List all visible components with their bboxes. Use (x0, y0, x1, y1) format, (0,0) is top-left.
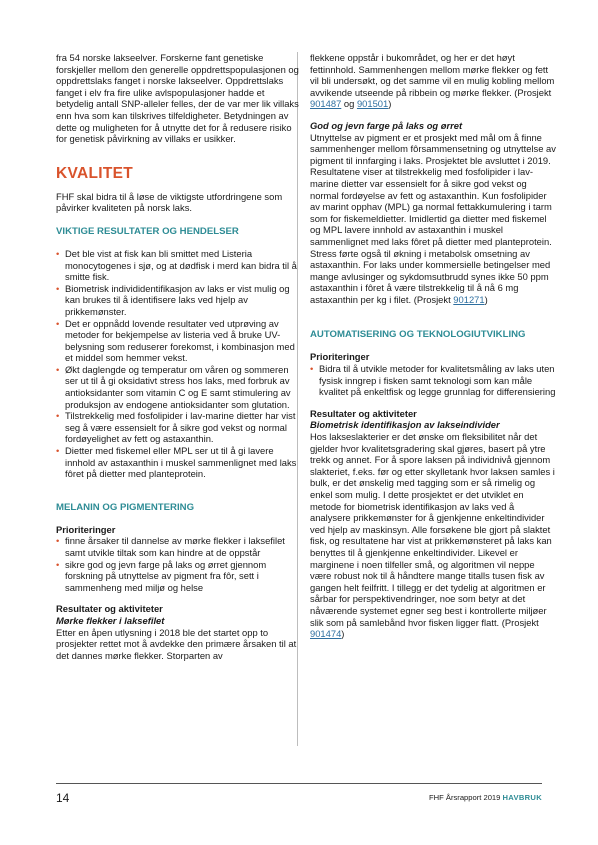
page-number: 14 (56, 791, 70, 805)
god-farge-heading: God og jevn farge på laks og ørret (310, 119, 463, 131)
prioriteringer-label: Prioriteringer (56, 523, 116, 535)
project-link-901501[interactable]: 901501 (356, 98, 389, 110)
viktige-resultater-list (56, 248, 302, 480)
morke-flekker-text: Etter en åpen utlysning i 2018 ble det startet opp to prosjekter rettet mot å avdekke den primære årsaken til at det dannes mørke flekker. Storparten av (56, 626, 297, 661)
list-item: • Dietter med fiskemel eller MPL ser ut til å gi lavere innhold av astaxanthin i muskel sammenlignet med laks fôret på dietter med planteprotein. (56, 445, 297, 480)
list-item: • Tilstrekkelig med fosfolipider i lav-marine dietter har vist seg å være essensielt for å sikre god vekst og normal fordøyelighet av fett og astaxanthin. (56, 410, 296, 445)
project-link-901487[interactable]: 901487 (310, 98, 342, 110)
list-item: • Det ble vist at fisk kan bli smittet med Listeria monocytogenes i sjø, og at dødfisk i merd kan bidra til å smitte fisk. (56, 247, 297, 283)
bullet-icon: • (310, 363, 314, 375)
list-item: • Det er oppnådd lovende resultater ved utprøving av metoder for bekjempelse av listeria ved å bruke UV-belysning som reduserer forekomst, i kombinasjon med et middel som hemmer vekst. (56, 317, 295, 364)
project-link-901474[interactable]: 901474 (310, 628, 342, 640)
bullet-icon: • (56, 535, 60, 547)
kvalitet-heading: KVALITET (56, 164, 134, 182)
melanin-heading: MELANIN OG PIGMENTERING (56, 501, 195, 513)
list-item: • Bidra til å utvikle metoder for kvalitetsmåling av laks uten fysisk inngrep i fisken samt teknologi som kan måle kvalitet på enkeltfisk og legge grunnlag for differensiering (310, 363, 556, 398)
right-column (310, 52, 556, 640)
kvalitet-intro: FHF skal bidra til å løse de viktigste utfordringene som påvirker kvaliteten på norsk laks. (56, 190, 283, 214)
list-item: • Økt daglengde og temperatur om våren og sommeren ser ut til å gi oksidativt stress hos laks, med forbruk av antioksidanter som vitamin C og E samt stimulering av produksjon av endogene antioksidanter som glutation. (56, 363, 291, 410)
god-farge-text: Utnyttelse av pigment er et prosjekt med mål om å finne sammenhenger mellom fôrsammensetning og utnyttelse av pigment til innfarging i laks. Prosjektet ble avsluttet i 2019. Resultatene viser at tilstrekkelig med fosfolipider i lav-marine dietter var essensielt for å sikre god vekst og normal fordøyelse av fett og astaxanthin. Kun fosfolipider av marint opphav (MPL) ga normal fettakkumulering i tarm som for fiskemeldietter. Imidlertid ga dietter med fiskemel og MPL lavere innhold av astaxanthin i muskel sammenlignet med laks fôret på dietter med planteprotein. Stress førte også til økning i metabolsk omsetning av astaxanthin. For laks under kommersielle betingelser med mange avlusinger og sykdomsutbrudd synes ikke 50 ppm astaxanthin i fôret å være tilstrekkelig til å nå 6 mg astaxanthin per kg i filet. (Prosjekt 901271) (310, 131, 556, 305)
list-item: • sikre god og jevn farge på laks og ørret gjennom forskning på utnyttelse av pigment fra fôr, sett i sammenheng med miljø og helse (56, 558, 267, 593)
bullet-icon: • (56, 317, 60, 329)
morke-flekker-continued: flekkene oppstår i bukområdet, og her er det høyt fettinnhold. Sammenhengen mellom mørke flekker og fett vil bli undersøkt, og det samme vil en mulig kobling mellom avvikende utseende på ribbein og mørke flekker. (Prosjekt 901487 og 901501) (310, 52, 555, 110)
bullet-icon: • (56, 445, 60, 457)
morke-flekker-heading: Mørke flekker i laksefilet (56, 614, 165, 626)
bullet-icon: • (56, 558, 60, 570)
resultater-label: Resultater og aktiviteter (56, 603, 163, 615)
list-item: • finne årsaker til dannelse av mørke flekker i laksefilet samt utvikle tiltak som kan hindre at de oppstår (56, 535, 285, 558)
bullet-icon: • (56, 282, 60, 294)
automatisering-heading: AUTOMATISERING OG TEKNOLOGIUTVIKLING (310, 329, 526, 341)
intro-paragraph: fra 54 norske lakseelver. Forskerne fant genetiske forskjeller mellom den generelle oppdrettspopulasjonen og oppdrettslaks fanget i norske lakseelver. Oppdrettslaks fanget i elv fra fire ulike avlspopulasjoner hadde et betydelig antall SNP-alleler felles, der de var mer lik villaks enn hva som kan tilskrives tilfeldigheter. Betydningen av dette og muligheten for å utnytte det for å redusere risiko for genetisk påvirkning av villaks er usikker. (56, 52, 299, 145)
resultater-label: Resultater og aktiviteter (310, 407, 417, 419)
melanin-list (56, 535, 302, 593)
automatisering-list (310, 363, 556, 398)
biometrisk-heading: Biometrisk identifikasjon av lakseindivider (310, 419, 500, 431)
footer-brand: HAVBRUK (502, 793, 542, 802)
biometrisk-text: Hos lakseslakterier er det ønske om fleksibilitet når det gjelder hvor kvalitetsgradering skal gjøres, basert på ytre trekk og annet. For å spore laksen på individnivå gjennom slakteriet, f.eks. før og etter skylletank hvor laksen samles i bulk, er det ønskelig med tagging som er så rimelig og enkel som mulig. I dette prosjektet er det utviklet en metode for biometrisk identifikasjon av laks ved å analysere prikkemønster for å gjenkjenne enkeltindivider ved hjelp av maskinsyn. Alle forsøkene ble gjort på slaktet fisk, og resultatene har vist at prikkemønsteret på laks kan benyttes til å gjenkjenne enkeltindivider. Likevel er marginene i noen tilfeller små, og algoritmen vil neppe være robust nok til å håndtere mange titalls tusen fisk av gangen helt feilfritt. I tillegg er det tydelig at algoritmen er sårbar for perspektivendringer, noe som betyr at det nåværende systemet egner seg best i kontrollerte miljøer slik som på samlebånd hvor fisken ligger flatt. (Prosjekt 901474) (310, 431, 555, 640)
footer-report-label: FHF Årsrapport 2019 HAVBRUK (429, 793, 542, 802)
viktige-resultater-heading: VIKTIGE RESULTATER OG HENDELSER (56, 225, 239, 237)
bullet-icon: • (56, 363, 60, 375)
footer-rule (56, 783, 542, 784)
project-link-901271[interactable]: 901271 (453, 293, 485, 305)
list-item: • Biometrisk individidentifikasjon av laks er vist mulig og kan brukes til å identifisere laks ved hjelp av prikkemønster. (56, 282, 290, 317)
bullet-icon: • (56, 247, 60, 259)
prioriteringer-label: Prioriteringer (310, 351, 370, 363)
bullet-icon: • (56, 410, 60, 422)
left-column (56, 52, 302, 661)
